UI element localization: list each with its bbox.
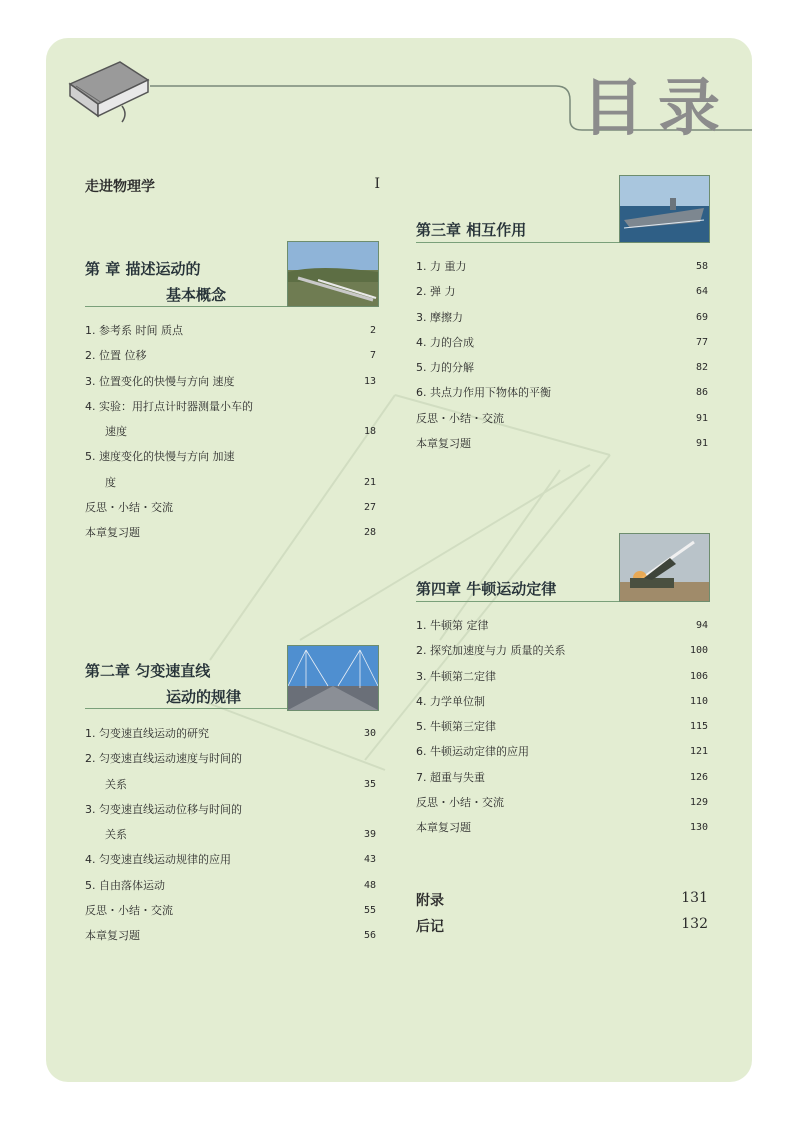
toc-entry[interactable] [416,355,708,380]
toc-entry[interactable] [416,431,708,456]
toc-entry-continued[interactable] [85,772,376,797]
chapter4-list [416,613,708,841]
chapter2-list [85,721,376,949]
toc-entry-text: 反思・小结・交流 [85,501,173,515]
toc-entry-page: 35 [363,778,376,790]
toc-entry-page: 91 [695,412,708,424]
toc-entry-text: 6. 牛顿运动定律的应用 [416,745,529,759]
toc-entry-text: 5. 速度变化的快慢与方向 加速 [85,450,235,464]
toc-entry[interactable] [416,739,708,764]
toc-intro-label: 走进物理学 [85,179,155,195]
chapter2-photo-bridge [287,645,379,711]
toc-entry-text: 7. 超重与失重 [416,770,485,784]
toc-entry-page: 100 [689,645,708,657]
toc-entry-page: 7 [369,350,376,362]
toc-entry-text: 5. 牛顿第三定律 [416,720,496,734]
chapter3-list [416,254,708,456]
toc-entry-page: 86 [695,387,708,399]
toc-entry-page: 56 [363,930,376,942]
toc-entry-page: 55 [363,905,376,917]
toc-entry-text: 1. 力 重力 [416,260,467,273]
toc-entry[interactable] [416,765,708,790]
chapter2-title-line2: 运动的规律 [166,688,242,706]
toc-entry[interactable] [416,664,708,689]
toc-entry-text: 本章复习题 [85,929,140,943]
toc-entry-page: 21 [363,476,376,488]
toc-appendix-page: 131 [681,890,708,906]
toc-entry-text: 5. 自由落体运动 [85,878,165,892]
toc-entry-text: 1. 匀变速直线运动的研究 [85,727,209,740]
toc-afterword[interactable] [416,916,708,936]
toc-entry[interactable] [416,380,708,405]
toc-entry[interactable] [85,318,376,343]
toc-entry-text: 2. 匀变速直线运动速度与时间的 [85,752,242,766]
toc-entry-page: 18 [363,426,376,438]
book-icon [62,56,152,126]
toc-appendix-label: 附录 [416,893,444,909]
toc-entry[interactable] [416,714,708,739]
toc-entry-page: 28 [363,527,376,539]
toc-entry-page: 43 [363,854,376,866]
toc-entry-text: 2. 位置 位移 [85,349,147,363]
toc-entry-text: 4. 力学单位制 [416,694,485,708]
toc-afterword-page: 132 [681,916,708,932]
toc-entry[interactable] [416,305,708,330]
toc-entry-text: 3. 牛顿第二定律 [416,669,496,683]
toc-afterword-label: 后记 [416,919,444,935]
toc-entry-text: 2. 弹 力 [416,285,456,299]
toc-entry-page: 82 [695,362,708,374]
toc-entry[interactable] [85,343,376,368]
chapter4-title: 第四章 牛顿运动定律 [416,580,557,598]
toc-entry-page: 69 [695,311,708,323]
toc-entry-text: 反思・小结・交流 [416,796,504,810]
toc-entry[interactable] [85,721,376,746]
toc-entry-text: 4. 实验：用打点计时器测量小车的 [85,399,253,413]
toc-entry-page: 64 [695,286,708,298]
toc-entry[interactable] [416,279,708,304]
toc-entry-page: 30 [363,728,376,739]
toc-entry-text: 4. 力的合成 [416,335,474,349]
toc-entry-page: 121 [689,746,708,758]
toc-entry-continued[interactable] [85,419,376,444]
toc-entry-page: 94 [695,620,708,631]
chapter2-title-line1: 第二章 匀变速直线 [85,662,211,680]
toc-entry[interactable] [416,638,708,663]
toc-entry-page: 48 [363,879,376,891]
chapter3-title: 第三章 相互作用 [416,221,527,239]
toc-entry-page: 106 [689,670,708,682]
toc-entry[interactable] [416,406,708,431]
toc-entry-text: 度 [105,475,116,489]
toc-entry-text: 反思・小结・交流 [85,904,173,918]
toc-entry[interactable] [85,444,376,469]
toc-entry-text: 本章复习题 [85,526,140,540]
toc-entry-page: 126 [689,771,708,783]
toc-intro-page: I [374,176,380,192]
toc-entry-text: 2. 探究加速度与力 质量的关系 [416,644,566,658]
toc-entry[interactable] [416,330,708,355]
toc-entry[interactable] [85,847,376,872]
toc-entry-text: 6. 共点力作用下物体的平衡 [416,386,551,400]
toc-entry-page: 115 [689,721,708,733]
toc-entry[interactable] [85,520,376,545]
toc-entry-page: 2 [369,325,376,336]
chapter4-photo-rocket-launcher [619,533,710,602]
toc-entry-page: 110 [689,695,708,707]
toc-entry[interactable] [85,873,376,898]
toc-entry-continued[interactable] [85,822,376,847]
toc-entry[interactable] [416,613,708,638]
toc-entry-page: 130 [689,822,708,834]
toc-entry-page: 129 [689,797,708,809]
toc-entry[interactable] [85,898,376,923]
toc-entry-page: 27 [363,502,376,514]
toc-entry[interactable] [85,369,376,394]
chapter1-title-line1: 第 章 描述运动的 [85,260,201,278]
toc-entry-continued[interactable] [85,470,376,495]
toc-entry[interactable] [416,815,708,840]
toc-entry-page: 91 [695,438,708,450]
toc-entry-text: 本章复习题 [416,821,471,835]
chapter1-photo-highspeed-train [287,241,379,307]
toc-entry-page: 77 [695,336,708,348]
toc-entry[interactable] [416,254,708,279]
page-title: 目录 [582,71,735,144]
toc-appendix[interactable] [416,890,708,910]
toc-entry-text: 4. 匀变速直线运动规律的应用 [85,853,231,867]
chapter1-title-line2: 基本概念 [166,286,227,304]
toc-entry-page: 58 [695,261,708,272]
toc-entry-text: 1. 参考系 时间 质点 [85,324,183,337]
toc-entry-text: 关系 [105,777,127,791]
toc-entry[interactable] [416,689,708,714]
toc-entry[interactable] [416,790,708,815]
toc-entry-text: 关系 [105,828,127,842]
toc-entry-text: 1. 牛顿第 定律 [416,619,489,632]
toc-entry-text: 反思・小结・交流 [416,411,504,425]
toc-entry-page: 13 [363,375,376,387]
toc-entry-text: 3. 摩擦力 [416,310,463,324]
toc-entry-text: 速度 [105,425,127,439]
toc-entry-page: 39 [363,829,376,841]
toc-entry[interactable] [85,495,376,520]
toc-entry[interactable] [85,746,376,771]
toc-entry-text: 本章复习题 [416,437,471,451]
toc-entry[interactable] [85,394,376,419]
toc-entry[interactable] [85,923,376,948]
chapter3-photo-aircraft-carrier [619,175,710,243]
toc-entry-text: 5. 力的分解 [416,361,474,375]
toc-entry-text: 3. 匀变速直线运动位移与时间的 [85,802,242,816]
toc-intro[interactable] [85,176,380,196]
toc-entry-text: 3. 位置变化的快慢与方向 速度 [85,374,235,388]
chapter1-list [85,318,376,546]
toc-entry[interactable] [85,797,376,822]
